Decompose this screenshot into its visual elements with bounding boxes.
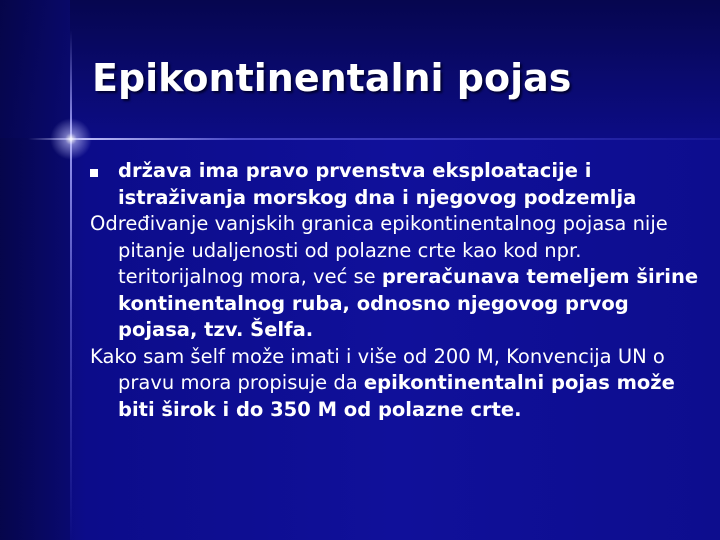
paragraph-2 [90,344,710,424]
bullet-item [90,158,710,211]
left-band [0,0,70,540]
slide-title: Epikontinentalni pojas [92,56,572,100]
light-flare [50,118,92,160]
paragraph-1 [90,211,710,344]
paragraph-2-bold: epikontinentalni pojas može biti širok i do 350 M od polazne crte. [118,371,675,421]
paragraph-1-text: Određivanje vanjskih granica epikontinentalnog pojasa nije pitanje udaljenosti od polazne crte kao kod npr. teritorijalnog mora, već se [90,212,668,288]
square-bullet-icon [90,169,98,177]
horizontal-accent-line [28,138,720,140]
paragraph-1-bold: preračunava temeljem širine kontinentalnog ruba, odnosno njegovog prvog pojasa, tzv. Šelfa. [118,265,699,341]
bullet-item-text: država ima pravo prvenstva eksploatacije i istraživanja morskog dna i njegovog podzemlja [118,159,637,209]
slide-body [90,158,710,423]
paragraph-2-text: Kako sam šelf može imati i više od 200 M, Konvencija UN o pravu mora propisuje da [90,344,665,394]
vertical-accent-line [70,30,72,540]
